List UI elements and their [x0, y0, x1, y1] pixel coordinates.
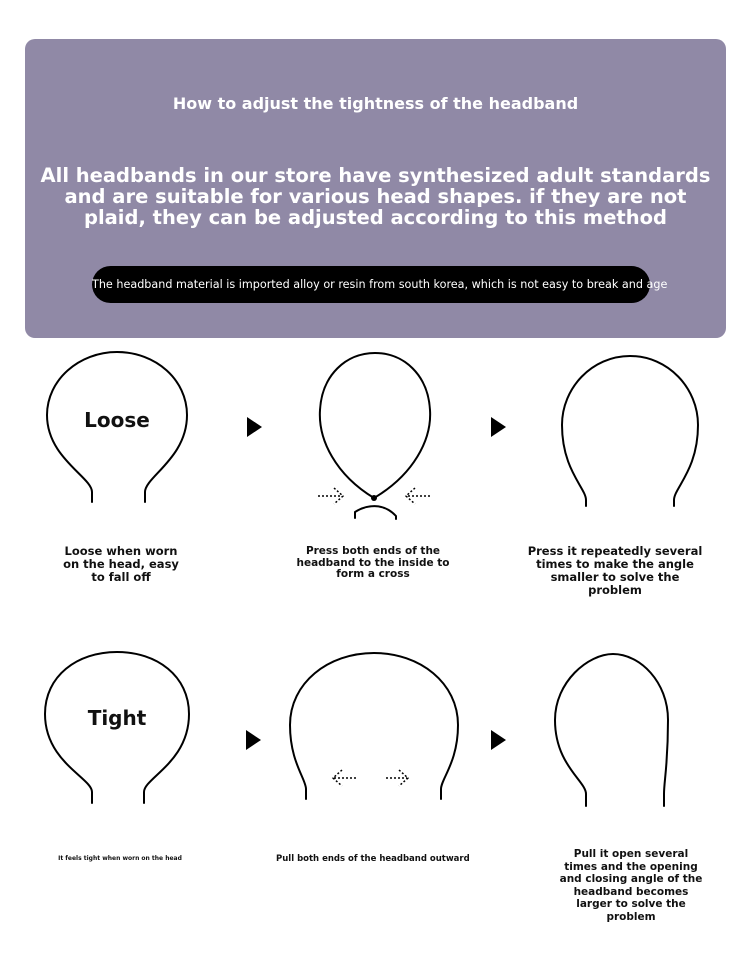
tight-step2-caption: Pull both ends of the headband outward — [276, 854, 470, 864]
cross-point-dot — [371, 495, 377, 501]
loose-step1-caption: Loose when worn on the head, easy to fall off — [63, 544, 179, 584]
loose-step3-caption: Press it repeatedly several times to make the angle smaller to solve the problem — [527, 544, 703, 597]
step-arrow-icon — [491, 730, 506, 750]
loose-step2-caption: Press both ends of the headband to the inside to form a cross — [296, 545, 450, 580]
adjusted-tight-headband-drawing — [555, 654, 668, 806]
pulled-headband-drawing — [290, 653, 458, 799]
banner-title: All headbands in our store have synthesized adult standards and are suitable for various head shapes. if they are not plaid, they can be adjusted according to this method — [40, 164, 711, 229]
tight-step1-caption: It feels tight when worn on the head — [58, 855, 182, 862]
tight-step3-caption: Pull it open several times and the opening and closing angle of the headband becomes larger to solve the problem — [559, 848, 703, 923]
step-arrow-icon — [491, 417, 506, 437]
loose-label: Loose — [84, 408, 150, 432]
banner-subtitle: How to adjust the tightness of the headband — [172, 94, 579, 113]
step-arrow-icon — [246, 730, 261, 750]
crossed-headband-drawing — [355, 506, 396, 519]
material-note-pill: The headband material is imported alloy or resin from south korea, which is not easy to break and age — [92, 266, 650, 303]
outward-arrow-icons — [333, 770, 408, 786]
step-arrow-icon — [247, 417, 262, 437]
tight-label: Tight — [87, 706, 147, 730]
adjusted-loose-headband-drawing — [562, 356, 698, 506]
